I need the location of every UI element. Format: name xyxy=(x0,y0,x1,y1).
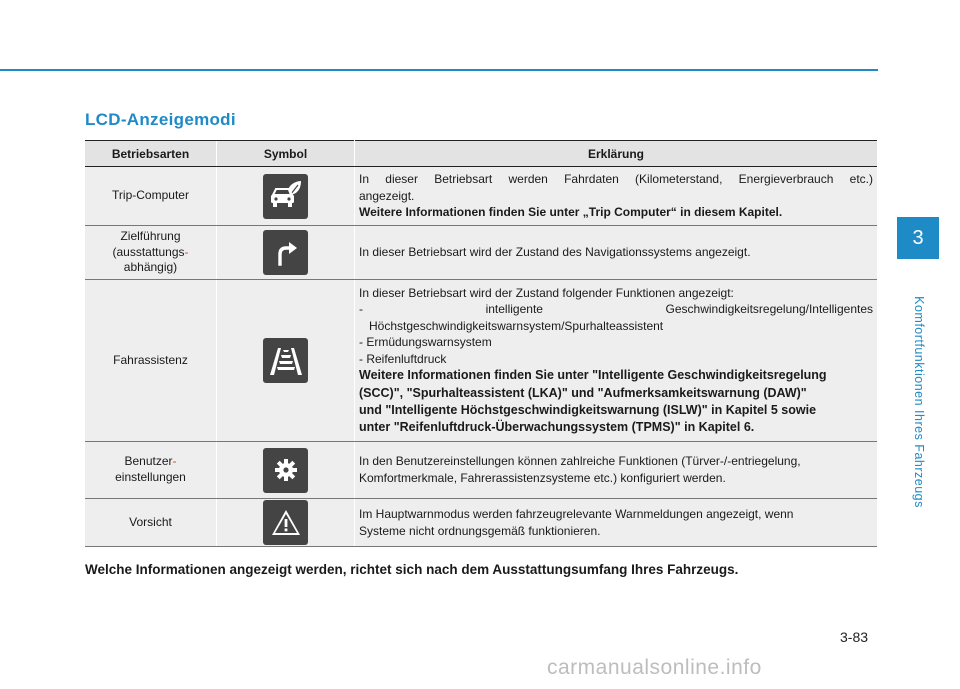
turn-arrow-icon xyxy=(263,230,308,275)
explanation-bold-text: unter "Reifenluftdruck-Überwachungssystem (TPMS)" in Kapitel 6. xyxy=(359,420,755,435)
explanation-text: angezeigt. xyxy=(359,188,415,203)
explanation-cell xyxy=(355,226,878,280)
section-title: LCD-Anzeigemodi xyxy=(85,110,236,129)
mode-label: Trip-Computer xyxy=(112,188,189,203)
header-symbol: Symbol xyxy=(217,141,355,167)
mode-cell xyxy=(85,226,217,280)
mode-label: (ausstattungs xyxy=(112,244,185,259)
explanation-text: In dieser Betriebsart werden Fahrdaten (Kilometerstand, Energieverbrauch etc.) xyxy=(359,172,873,187)
chapter-title: Komfortfunktionen Ihres Fahrzeugs xyxy=(912,296,926,508)
mode-label: abhängig) xyxy=(123,260,178,275)
mode-label: einstellungen xyxy=(115,470,186,484)
explanation-bold-text: Weitere Informationen finden Sie unter "Intelligente Geschwindigkeitsregelung xyxy=(359,368,827,383)
explanation-text: Systeme nicht ordnungsgemäß funktionieren. xyxy=(359,523,601,538)
explanation-text: In den Benutzereinstellungen können zahlreiche Funktionen (Türver-/-entriegelung, xyxy=(359,454,801,469)
explanation-cell xyxy=(355,499,878,547)
symbol-cell xyxy=(217,280,355,442)
chapter-tab: 3 xyxy=(897,217,939,259)
table-row xyxy=(85,499,877,547)
table-row xyxy=(85,226,877,280)
explanation-text: Komfortmerkmale, Fahrerassistenzsysteme etc.) konfiguriert werden. xyxy=(359,471,726,485)
mode-cell xyxy=(85,167,217,226)
explanation-text: In dieser Betriebsart wird der Zustand des Navigationssystems angezeigt. xyxy=(359,245,751,260)
symbol-cell xyxy=(217,226,355,280)
watermark: carmanualsonline.info xyxy=(547,656,762,679)
bullet-item: - Ermüdungswarnsystem xyxy=(359,335,492,350)
table-row xyxy=(85,442,877,499)
hyphen-mark: - xyxy=(184,244,189,259)
explanation-bold-text: (SCC)", "Spurhalteassistent (LKA)" und "Aufmerksamkeitswarnung (DAW)" xyxy=(359,385,807,400)
table-header-row xyxy=(85,141,877,167)
table-row xyxy=(85,167,877,226)
lcd-modes-table xyxy=(85,140,877,547)
mode-cell xyxy=(85,280,217,442)
warning-triangle-icon xyxy=(263,500,308,545)
explanation-cell xyxy=(355,442,878,499)
gear-icon xyxy=(263,448,308,493)
mode-label: Fahrassistenz xyxy=(113,352,188,367)
lane-assist-icon xyxy=(263,338,308,383)
bullet-item: Höchstgeschwindigkeitswarnsystem/Spurhalteassistent xyxy=(369,318,664,333)
symbol-cell xyxy=(217,167,355,226)
table-row xyxy=(85,280,877,442)
header-explanation: Erklärung xyxy=(355,141,878,167)
explanation-text: In dieser Betriebsart wird der Zustand folgender Funktionen angezeigt: xyxy=(359,285,734,300)
mode-label: Zielführung xyxy=(120,228,181,243)
top-rule xyxy=(0,69,878,71)
mode-label: Benutzer xyxy=(124,454,173,469)
header-modes: Betriebsarten xyxy=(85,141,217,167)
explanation-cell xyxy=(355,280,878,442)
explanation-bold-text: Weitere Informationen finden Sie unter „Trip Computer“ in diesem Kapitel. xyxy=(359,205,783,220)
footnote: Welche Informationen angezeigt werden, richtet sich nach dem Ausstattungsumfang Ihres Fahrzeugs. xyxy=(85,562,739,577)
mode-label: Vorsicht xyxy=(129,514,172,529)
hyphen-mark: - xyxy=(172,454,177,469)
bullet-item: - intelligente Geschwindigkeitsregelung/Intelligentes xyxy=(359,302,873,317)
trip-computer-icon xyxy=(263,174,308,219)
mode-cell xyxy=(85,499,217,547)
symbol-cell xyxy=(217,499,355,547)
symbol-cell xyxy=(217,442,355,499)
page-number: 3-83 xyxy=(840,629,869,645)
explanation-cell xyxy=(355,167,878,226)
explanation-text: Im Hauptwarnmodus werden fahrzeugrelevante Warnmeldungen angezeigt, wenn xyxy=(359,506,794,521)
explanation-bold-text: und "Intelligente Höchstgeschwindigkeitswarnung (ISLW)" in Kapitel 5 sowie xyxy=(359,402,817,417)
bullet-item: - Reifenluftdruck xyxy=(359,351,447,366)
mode-cell xyxy=(85,442,217,499)
